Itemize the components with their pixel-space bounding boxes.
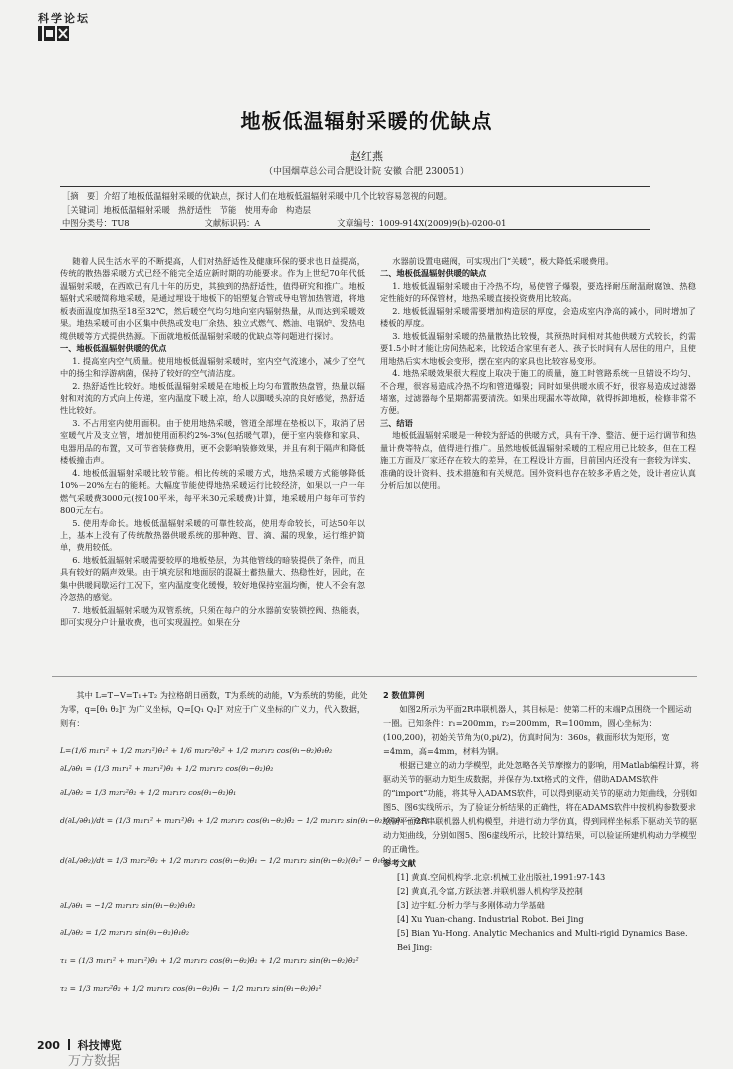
section-heading: 2 数值算例: [383, 690, 425, 700]
body-paragraph: 6. 地板低温辐射采暖需要较厚的地板垫层，为其他管线的暗装提供了条件，而且具有较好的隔声效果。由于填充层和地面层的混凝土蓄热量大、热稳性好，因此，在集中供暖间歇运行工况下，室内温度变化缓慢，较好地保持室温均衡，使人不会有忽冷忽热的感觉。: [60, 554, 365, 603]
equation: ∂L/∂θ̇₂ = 1/3 m₂r₂²θ̇₂ + 1/2 m₂r₁r₂ cos(θ₁−θ₂)θ̇₁: [60, 788, 237, 797]
derivation-column: [60, 688, 370, 730]
body-paragraph: 4. 地板低温辐射采暖比较节能。相比传统的采暖方式，地热采暖方式能够降低10%－20%左右的能耗。大幅度节能使得地热采暖运行比较经济，如果以一户一年燃气采暖费3000元(按100平米，每平米30元采暖费)计算，地采暖用户每年可节约800元左右。: [60, 467, 365, 516]
clc-number: 中图分类号：TU8: [62, 218, 130, 228]
body-paragraph: 1. 地板低温辐射采暖由于冷热不均，易使管子爆裂，要选择耐压耐温耐腐蚀、热稳定性能好的环保管材，地热采暖直接投资费用比较高。: [380, 280, 696, 304]
equation: d(∂L/∂θ̇₁)/dt = (1/3 m₁r₁² + m₂r₁²)θ̈₁ + 1/2 m₂r₁r₂ cos(θ₁−θ₂)θ̈₂ − 1/2 m₂r₁r₂ sin(θ₁−θ₂)(θ̇₁θ̇₂ − θ̇₂²): [60, 816, 429, 825]
section-kicker: 科学论坛: [38, 12, 90, 25]
example-paragraph: 根据已建立的动力学模型，此处忽略各关节摩擦力的影响，用Matlab编程计算，将驱动关节的驱动力矩生成数据，并保存为.txt格式的文件，借助ADAMS软件的“import”功能，将其导入ADAMS软件，可以得到驱动关节的驱动力矩曲线，分别如图5、图6实线所示，为了验证分析结果的正确性，将在ADAMS软件中按机构参数要求绘制平面2R串联机器人机构模型，并进行动力学仿真，得到同样坐标系下驱动关节的驱动力矩曲线，分别如图5、图6虚线所示，比较计算结果，可以验证所建机构动力学模型的正确性。: [383, 760, 699, 854]
section-heading: 一、地板低温辐射供暖的优点: [60, 343, 167, 354]
equation: ∂L/∂θ₁ = −1/2 m₂r₁r₂ sin(θ₁−θ₂)θ̇₁θ̇₂: [60, 901, 196, 910]
example-paragraph: 如图2所示为平面2R串联机器人，其目标是：使第二杆的末端P点围绕一个圆运动一圈。已知条件：r₁=200mm，r₂=200mm，R=100mm，圆心坐标为：(100,200)，初始关节角为(0,pi/2)，仿真时间为：360s，截面形状为矩形，宽=4mm，高=4mm，材料为钢。: [383, 704, 692, 756]
reference-item: [5] Bian Yu-Hong. Analytic Mechanics and Multi-rigid Dynamics Base. Bei Jing:: [397, 928, 688, 952]
equation: L=(1/6 m₁r₁² + 1/2 m₂r₁²)θ̇₁² + 1/6 m₂r₂²θ̇₂² + 1/2 m₂r₁r₂ cos(θ₁−θ₂)θ̇₁θ̇₂: [60, 746, 333, 755]
watermark: 万方数据: [68, 1054, 121, 1069]
footer-divider: [68, 1039, 70, 1050]
body-paragraph: 3. 不占用室内使用面积。由于使用地热采暖，管道全部埋在垫板以下，取消了居室暖气片及支立管，增加使用面积约2%-3%(包括暖气罩)，便于室内装修和家具、电器用品的布置，又可节省装修费用，更不会影响装修效果，并且有利于隔声和降低楼板撞击声。: [60, 417, 365, 466]
derivation-intro: 其中 L=T−V=T₁+T₂ 为拉格朗日函数，T为系统的动能，V为系统的势能，此处为零，q=[θ₁ θ₂]ᵀ 为广义坐标，Q=[Q₁ Q₂]ᵀ 对应于广义坐标的广义力，代入数据，则有：: [60, 690, 368, 728]
body-paragraph: 地板低温辐射采暖是一种较为舒适的供暖方式，具有干净、整洁、便于运行调节和热量计费等特点，值得进行推广。虽然地板低温辐射采暖的工程应用已比较多，但在工程施工方面及厂家还存在较大的差异，在工程设计方面，目前国内还没有一套较为详实、准确的设计资料、技术措施和有关规范。国外资料也存在较多矛盾之处，设计者应认真分析后加以使用。: [380, 430, 696, 491]
reference-item: [2] 黄真,孔令富,方跃法著.并联机器人机构学及控制: [397, 886, 583, 896]
body-paragraph: 2. 热舒适性比较好。地板低温辐射采暖是在地板上均匀布置散热盘管，热量以辐射和对流的方式向上传递，室内温度下暖上凉，给人以脚暖头凉的良好感觉，热舒适性比较好。: [60, 380, 365, 416]
left-column: [60, 255, 365, 629]
journal-mark-icon: [38, 24, 71, 42]
document-code: 文献标识码：A: [204, 218, 261, 228]
article-number: 文章编号：1009-914X(2009)9(b)-0200-01: [337, 218, 507, 228]
page-title: 地板低温辐射采暖的优缺点: [240, 109, 493, 133]
equation: ∂L/∂θ̇₁ = (1/3 m₁r₁² + m₂r₁²)θ̇₁ + 1/2 m₂r₁r₂ cos(θ₁−θ₂)θ̇₂: [60, 764, 274, 773]
body-paragraph: 4. 地热采暖效果很大程度上取决于施工的质量，施工时管路系统一旦错设不均匀、不合理，很容易造成冷热不均和管道爆裂；同时如果供暖水质不好，很容易造成过滤器堵塞，过滤器每个星期都需要清洗。如果出现漏水等故障，就得拆卸地板，检修非常不方便。: [380, 368, 696, 416]
body-paragraph: 随着人民生活水平的不断提高，人们对热舒适性及健康环保的要求也日益提高，传统的散热器采暖方式已经不能完全适应新时期的功能要求。作为上世纪70年代低温辐射采暖，在西欧已有几十年的历史，其独到的热舒适性，值得研究和推广。地板辐射式采暖简称地采暖，是通过埋设于地板下的铝塑复合管或导电管加热管道，将地板表面温度加热至18至32℃，然后暖空气均匀地向室内辐射热量，从而达到采暖效果。地热采暖可由小区集中供热或发电厂余热、独立式燃气、燃油、电锅炉、发热电缆供暖等方式提供热源。下面就地板低温辐射采暖的优缺点等问题进行探讨。: [60, 256, 365, 341]
equation: τ₁ = (1/3 m₁r₁² + m₂r₁²)θ̈₁ + 1/2 m₂r₁r₂ cos(θ₁−θ₂)θ̈₂ + 1/2 m₂r₁r₂ sin(θ₁−θ₂)θ̇₂²: [60, 956, 359, 965]
equation: τ₂ = 1/3 m₂r₂²θ̈₂ + 1/2 m₂r₁r₂ cos(θ₁−θ₂)θ̈₁ − 1/2 m₂r₁r₂ sin(θ₁−θ₂)θ̇₁²: [60, 984, 322, 993]
body-paragraph: 7. 地板低温辐射采暖为双管系统，只须在每户的分水器前安装锁控阀、热能表，即可实现分户计量收费，也可实现温控。如果在分: [60, 604, 365, 628]
equation: ∂L/∂θ₂ = 1/2 m₂r₁r₂ sin(θ₁−θ₂)θ̇₁θ̇₂: [60, 928, 189, 937]
right-column: [380, 255, 696, 492]
section-divider: [52, 676, 697, 677]
author: 赵红燕: [350, 150, 383, 163]
section-heading: 三、结语: [380, 417, 413, 428]
equation: d(∂L/∂θ̇₂)/dt = 1/3 m₂r₂²θ̈₂ + 1/2 m₂r₁r₂ cos(θ₁−θ₂)θ̈₁ − 1/2 m₂r₁r₂ sin(θ₁−θ₂)(θ̇₁² − θ̇₁θ̇₂): [60, 856, 391, 865]
body-paragraph: 2. 地板低温辐射采暖需要增加构造层的厚度，会造成室内净高的减小，同时增加了楼板的厚度。: [380, 305, 696, 329]
body-paragraph: 水器前设置电磁阀，可实现出门“关暖”，极大降低采暖费用。: [392, 256, 614, 266]
page-number: 200: [37, 1039, 60, 1052]
keywords: ［关键词］地板低温辐射采暖 热舒适性 节能 使用寿命 构造层: [62, 204, 311, 215]
classification-line: [62, 217, 648, 231]
abstract: ［摘 要］介绍了地板低温辐射采暖的优缺点，探讨人们在地板低温辐射采暖中几个比较容易忽视的问题。: [62, 191, 452, 201]
reference-item: [4] Xu Yuan-chang. Industrial Robot. Bei Jing: [397, 914, 584, 924]
body-paragraph: 1. 提高室内空气质量。使用地板低温辐射采暖时，室内空气流速小，减少了空气中的扬尘和浮游病菌，保持了较好的空气清洁度。: [60, 355, 365, 379]
journal-name: 科技博览: [77, 1039, 122, 1052]
reference-item: [1] 黄真.空间机构学.北京:机械工业出版社,1991:97-143: [397, 872, 606, 882]
body-paragraph: 5. 使用寿命长。地板低温辐射采暖的可靠性较高，使用寿命较长，可达50年以上，基本上没有了传统散热器供暖系统的那种跑、冒、滴、漏的现象，运行维护简单，费用较低。: [60, 517, 365, 553]
affiliation: （中国烟草总公司合肥设计院 安徽 合肥 230051）: [264, 167, 469, 177]
references-heading: 参考文献: [383, 858, 416, 868]
body-paragraph: 3. 地板低温辐射采暖的热量散热比较慢，其预热时间相对其他供暖方式较长，约需要1.5小时才能让房间热起来，比较适合家里有老人、孩子长时间有人居住的用户，且使用地热后实木地板会变形，摆在室内的家具也比较容易变形。: [380, 330, 696, 366]
example-column: [383, 688, 699, 954]
section-heading: 二、地板低温辐射供暖的缺点: [380, 268, 487, 279]
reference-item: [3] 边宇虹.分析力学与多刚体动力学基础: [397, 900, 545, 910]
abstract-block: [60, 186, 650, 230]
